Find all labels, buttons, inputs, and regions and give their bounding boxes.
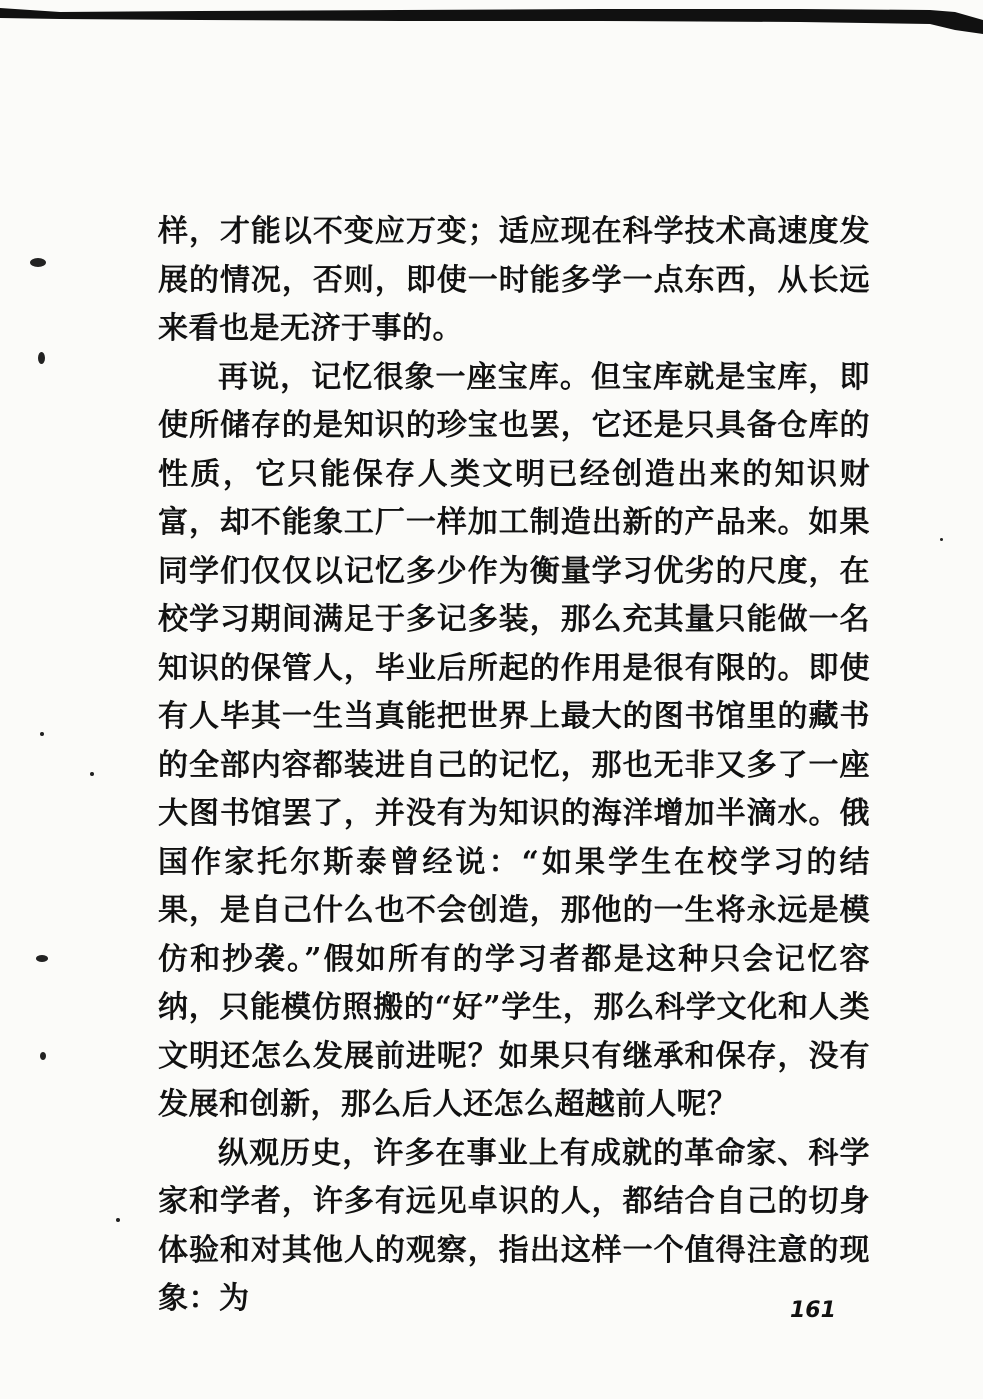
scan-speck xyxy=(116,1218,120,1222)
paragraph-history: 纵观历史，许多在事业上有成就的革命家、科学家和学者，许多有远见卓识的人，都结合自己的切身体验和对其他人的观察，指出这样一个值得注意的现象：为 xyxy=(158,1135,870,1316)
paragraph-memory-treasury: 再说，记忆很象一座宝库。但宝库就是宝库，即使所储存的是知识的珍宝也罢，它还是只具备仓库的性质，它只能保存人类文明已经创造出来的知识财富，却不能象工厂一样加工制造出新的产品来。如果同学们仅仅以记忆多少作为衡量学习优劣的尺度，在校学习期间满足于多记多装，那么充其量只能做一名知识的保管人，毕业后所起的作用是很有限的。即使有人毕其一生当真能把世界上最大的图书馆里的藏书的全部内容都装进自己的记忆，那也无非又多了一座大图书馆罢了，并没有为知识的海洋增加半滴水。俄国作家托尔斯泰曾经说：“如果学生在校学习的结果，是自己什么也不会创造，那他的一生将永远是模仿和抄袭。”假如所有的学习者都是这种只会记忆容纳，只能模仿照搬的“好”学生，那么科学文化和人类文明还怎么发展前进呢？如果只有继承和保存，没有发展和创新，那么后人还怎么超越前人呢？ xyxy=(158,359,870,1122)
body-text xyxy=(158,208,870,1324)
scan-speck xyxy=(940,538,943,541)
scan-speck xyxy=(30,258,46,267)
scan-speck xyxy=(90,772,94,776)
paragraph-continuation: 样，才能以不变应万变；适应现在科学技术高速度发展的情况，否则，即使一时能多学一点东西，从长远来看也是无济于事的。 xyxy=(158,214,870,346)
scan-speck xyxy=(40,732,44,736)
scan-speck xyxy=(40,1052,46,1060)
scan-speck xyxy=(38,352,45,364)
page-number: 161 xyxy=(790,1298,836,1323)
top-border-rule xyxy=(0,0,983,40)
scan-speck xyxy=(36,955,48,962)
